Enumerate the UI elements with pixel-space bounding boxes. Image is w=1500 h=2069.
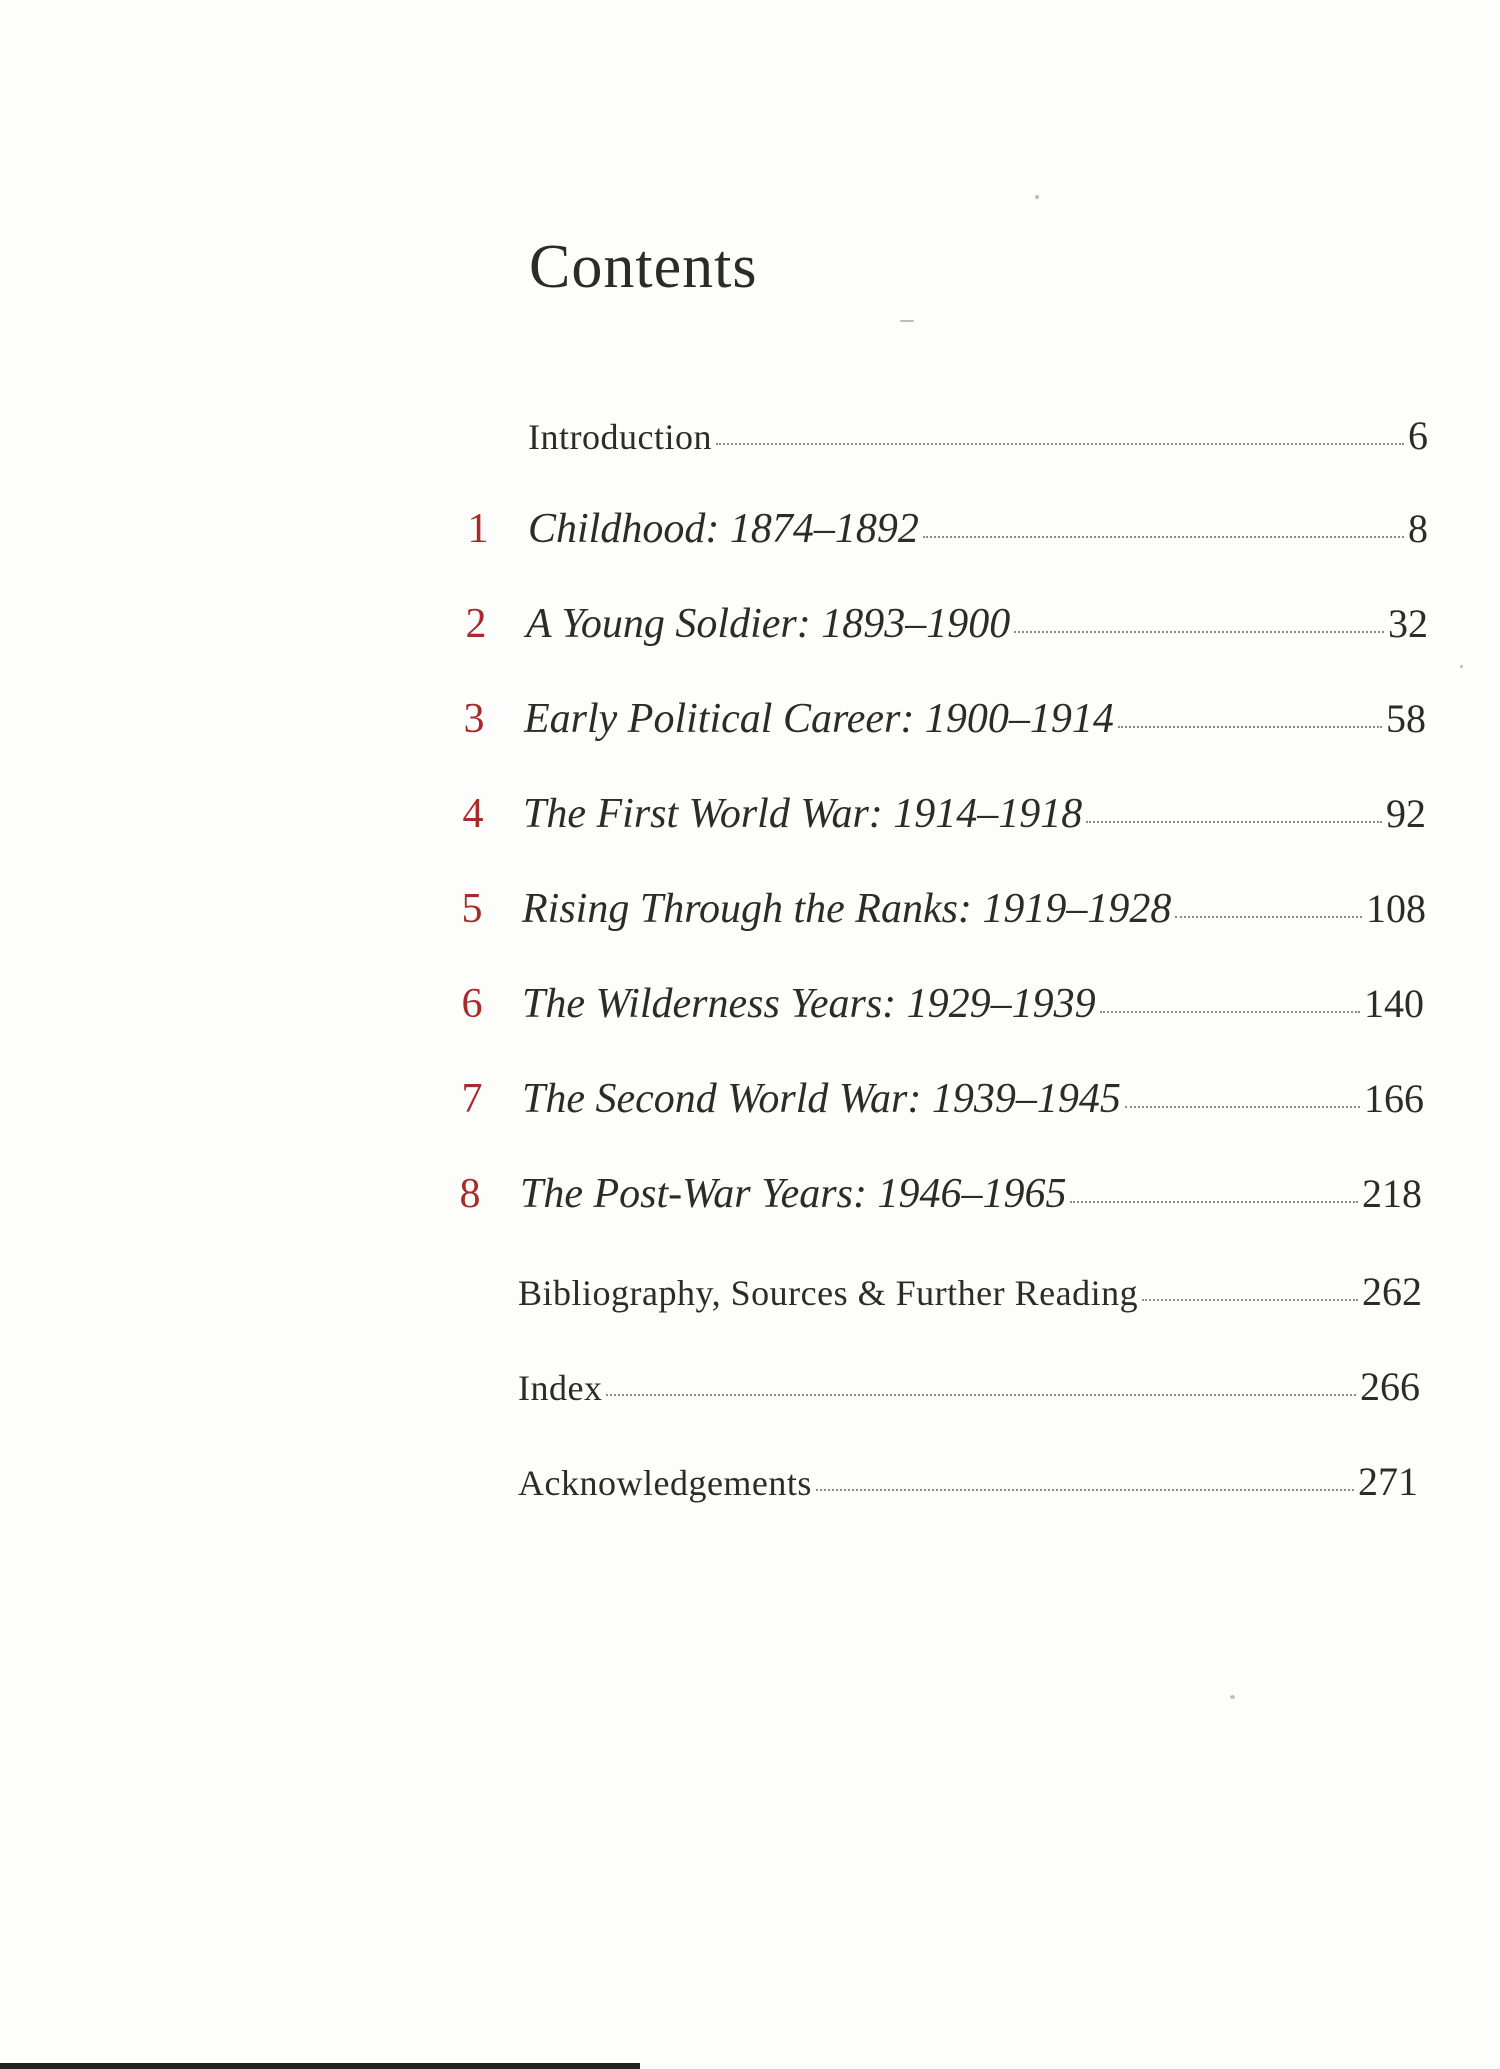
- chapter-number: 2: [465, 601, 487, 647]
- chapter-number: 1: [467, 506, 489, 552]
- chapter-number: 4: [462, 791, 484, 837]
- toc-entry-title: The First World War: 1914–1918: [523, 791, 1083, 837]
- toc-entry-chapter-8: [459, 1170, 1422, 1240]
- dot-leader: [716, 443, 1404, 445]
- toc-entry-page: 6: [1408, 413, 1428, 458]
- toc-entry-chapter-5: [461, 885, 1426, 955]
- scan-speck: [1035, 195, 1039, 199]
- page-title: Contents: [529, 233, 758, 301]
- toc-entry-title: Rising Through the Ranks: 1919–1928: [522, 886, 1172, 932]
- toc-entry-page: 266: [1360, 1364, 1420, 1409]
- dot-leader: [1125, 1106, 1360, 1108]
- toc-entry-page: 108: [1366, 886, 1426, 931]
- scan-speck: [1460, 665, 1463, 668]
- chapter-number: 5: [461, 886, 483, 932]
- toc-entry-chapter-1: [467, 505, 1428, 575]
- toc-entry-title: Childhood: 1874–1892: [528, 506, 919, 552]
- scan-edge: [0, 2063, 640, 2069]
- toc-entry-title: The Second World War: 1939–1945: [522, 1076, 1121, 1122]
- toc-entry-title: The Wilderness Years: 1929–1939: [522, 981, 1096, 1027]
- toc-entry-title: The Post-War Years: 1946–1965: [520, 1171, 1067, 1217]
- toc-entry-page: 8: [1408, 506, 1428, 551]
- toc-entry-chapter-2: [465, 600, 1428, 670]
- chapter-number: 7: [461, 1076, 483, 1122]
- toc-entry-chapter-6: [461, 980, 1424, 1050]
- toc-entry-page: 271: [1358, 1459, 1418, 1504]
- toc-entry-page: 166: [1364, 1076, 1424, 1121]
- toc-entry-acknowledgements: [518, 1458, 1418, 1528]
- dot-leader: [816, 1489, 1354, 1491]
- toc-entry-page: 58: [1386, 696, 1426, 741]
- scan-speck: [1230, 1695, 1235, 1699]
- chapter-number: 6: [461, 981, 483, 1027]
- chapter-number: 3: [463, 696, 485, 742]
- toc-entry-page: 262: [1362, 1269, 1422, 1314]
- dot-leader: [1175, 916, 1362, 918]
- chapter-number: 8: [459, 1171, 481, 1217]
- scan-speck: [900, 320, 914, 322]
- toc-entry-introduction: [528, 412, 1428, 482]
- toc-entry-page: 32: [1388, 601, 1428, 646]
- toc-entry-page: 92: [1386, 791, 1426, 836]
- toc-entry-title: Introduction: [528, 417, 712, 457]
- dot-leader: [1014, 631, 1384, 633]
- toc-entry-title: Index: [518, 1368, 603, 1408]
- toc-entry-chapter-4: [462, 790, 1426, 860]
- toc-entry-page: 218: [1362, 1171, 1422, 1216]
- toc-entry-chapter-7: [461, 1075, 1424, 1145]
- dot-leader: [1142, 1299, 1358, 1301]
- dot-leader: [923, 536, 1404, 538]
- toc-entry-page: 140: [1364, 981, 1424, 1026]
- toc-entry-index: [518, 1363, 1420, 1433]
- toc-entry-chapter-3: [463, 695, 1426, 765]
- toc-entry-bibliography: [518, 1268, 1422, 1338]
- toc-entry-title: Bibliography, Sources & Further Reading: [518, 1273, 1139, 1313]
- toc-entry-title: A Young Soldier: 1893–1900: [526, 601, 1011, 647]
- dot-leader: [1100, 1011, 1360, 1013]
- dot-leader: [1118, 726, 1382, 728]
- dot-leader: [606, 1394, 1356, 1396]
- toc-entry-title: Early Political Career: 1900–1914: [524, 696, 1114, 742]
- toc-entry-title: Acknowledgements: [518, 1463, 812, 1503]
- dot-leader: [1070, 1201, 1358, 1203]
- dot-leader: [1086, 821, 1382, 823]
